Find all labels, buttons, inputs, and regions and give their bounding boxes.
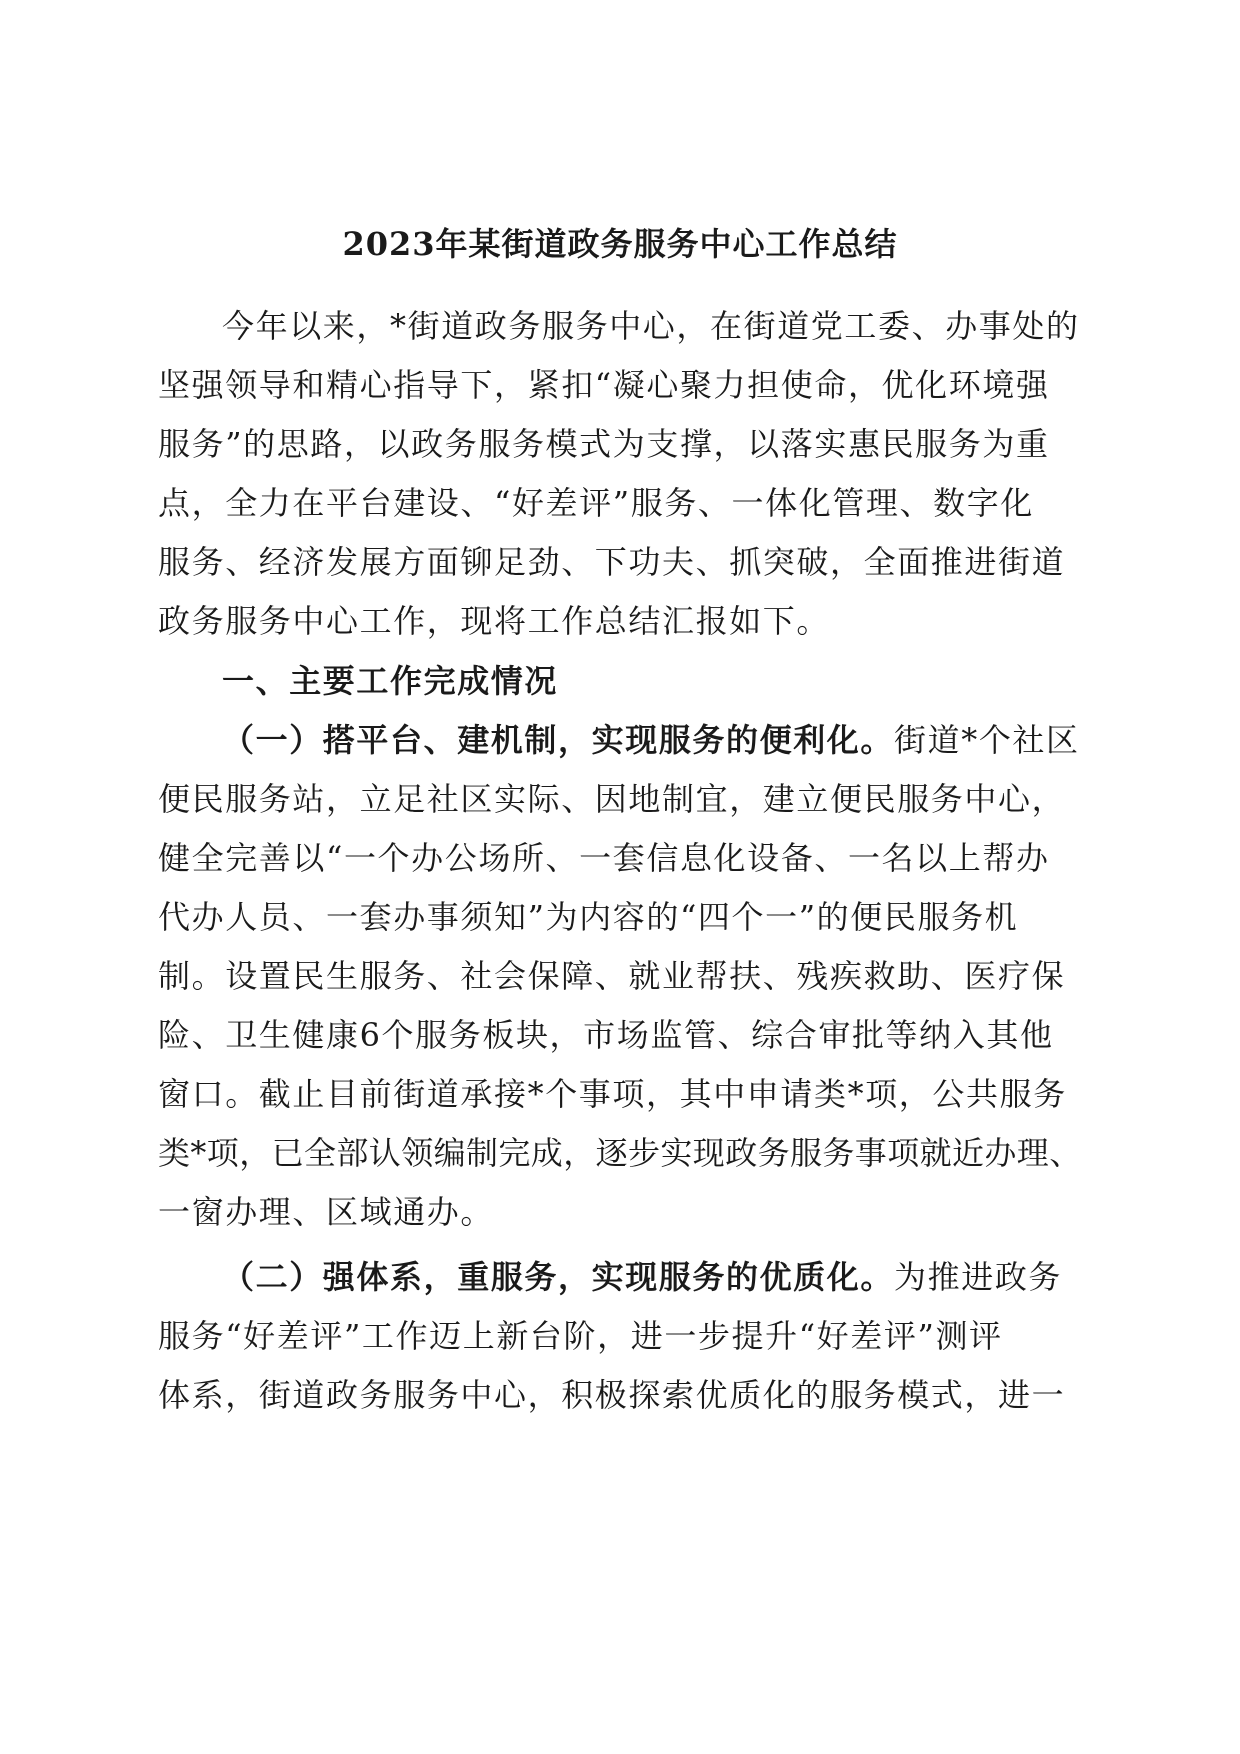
paragraph-line: 服务“好差评”工作迈上新台阶，进一步提升“好差评”测评 xyxy=(158,1317,1003,1355)
document-title: 2023年某街道政务服务中心工作总结 xyxy=(342,225,898,263)
paragraph-line: 服务”的思路，以政务服务模式为支撑，以落实惠民服务为重 xyxy=(158,425,1050,463)
paragraph-line: 代办人员、一套办事须知”为内容的“四个一”的便民服务机 xyxy=(158,898,1019,936)
paragraph-line: 点，全力在平台建设、“好差评”服务、一体化管理、数字化 xyxy=(158,484,1034,522)
paragraph-line: 坚强领导和精心指导下，紧扣“凝心聚力担使命，优化环境强 xyxy=(158,366,1050,404)
subsection-heading: （二）强体系，重服务，实现服务的优质化。 xyxy=(222,1258,895,1296)
paragraph-text: 街道*个社区 xyxy=(894,721,1080,759)
paragraph-line: 政务服务中心工作，现将工作总结汇报如下。 xyxy=(158,602,831,640)
paragraph-line: 类*项，已全部认领编制完成，逐步实现政务服务事项就近办理、 xyxy=(158,1134,1082,1172)
paragraph-line: 窗口。截止目前街道承接*个事项，其中申请类*项，公共服务 xyxy=(158,1075,1067,1113)
subsection-heading: （一）搭平台、建机制，实现服务的便利化。 xyxy=(222,721,895,759)
paragraph-line: 险、卫生健康6个服务板块，市场监管、综合审批等纳入其他 xyxy=(158,1016,1054,1054)
paragraph-line: 一窗办理、区域通办。 xyxy=(158,1193,495,1231)
paragraph-line: 便民服务站，立足社区实际、因地制宜，建立便民服务中心， xyxy=(158,780,1066,818)
paragraph-line: 健全完善以“一个办公场所、一套信息化设备、一名以上帮办 xyxy=(158,839,1050,877)
paragraph-text: 为推进政务 xyxy=(894,1258,1063,1296)
paragraph-line: 体系，街道政务服务中心，积极探索优质化的服务模式，进一 xyxy=(158,1376,1066,1414)
section-heading: 一、主要工作完成情况 xyxy=(222,662,559,700)
paragraph-line: 今年以来，*街道政务服务中心，在街道党工委、办事处的 xyxy=(222,307,1080,345)
subsection-line xyxy=(222,1255,1162,1299)
subsection-line xyxy=(222,718,1162,762)
paragraph-line: 服务、经济发展方面铆足劲、下功夫、抓突破，全面推进街道 xyxy=(158,543,1066,581)
paragraph-line: 制。设置民生服务、社会保障、就业帮扶、残疾救助、医疗保 xyxy=(158,957,1066,995)
